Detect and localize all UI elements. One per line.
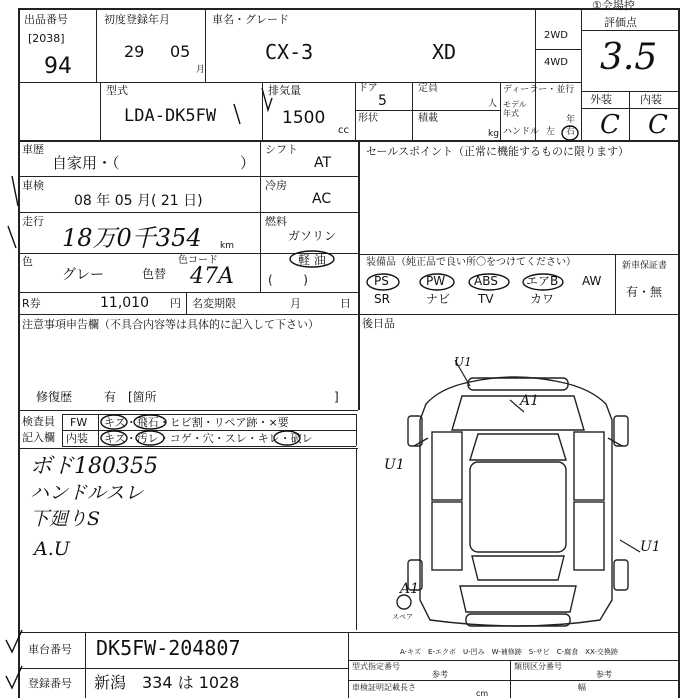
car-name-label: 車名・グレード bbox=[212, 13, 289, 26]
equip-leather: カワ bbox=[530, 292, 555, 306]
ac-label: 冷房 bbox=[265, 179, 287, 192]
door-label: ドア bbox=[358, 83, 378, 94]
spare-label: スペア bbox=[392, 613, 413, 621]
exterior-label: 外装 bbox=[590, 93, 612, 106]
ac-value: AC bbox=[312, 191, 332, 207]
recycle-value: 11,010 bbox=[100, 295, 149, 311]
equip-pw: PW bbox=[426, 274, 446, 288]
damage-mark: U1 bbox=[384, 457, 405, 473]
equip-abs: ABS bbox=[474, 274, 498, 288]
interior-label: 内装 bbox=[640, 93, 662, 106]
lot-code: [2038] bbox=[28, 32, 65, 45]
diagram-legend: A-キズ E-エクボ U-凹み W-補修跡 S-サビ C-腐食 XX-交換跡 bbox=[400, 648, 618, 656]
shift-label: シフト bbox=[265, 143, 298, 156]
fw-items: キズ・飛石・ヒビ割・リペア跡・×要 bbox=[104, 416, 289, 429]
damage-mark: U1 bbox=[640, 539, 661, 555]
warranty-label: 新車保証書 bbox=[622, 261, 668, 271]
model-value: LDA-DK5FW bbox=[124, 106, 217, 126]
score-label: 評価点 bbox=[604, 16, 637, 29]
repair-close: ] bbox=[334, 390, 339, 404]
usage-label: 車歴 bbox=[22, 143, 44, 156]
equip-tv: TV bbox=[478, 292, 494, 306]
int-scratch-circle bbox=[101, 431, 127, 445]
mileage-value: 18万0千354 bbox=[62, 224, 202, 252]
check-mark bbox=[6, 666, 22, 688]
reference-2: 参考 bbox=[596, 670, 612, 679]
check-mark bbox=[12, 176, 18, 206]
car-diagram bbox=[397, 360, 640, 626]
year-unit: 年 bbox=[566, 115, 576, 125]
shape-label: 形状 bbox=[358, 113, 378, 124]
fuel-other: ( ) bbox=[268, 273, 308, 287]
mileage-label: 走行 bbox=[22, 215, 44, 228]
handwritten-line-1: ボド180355 bbox=[30, 454, 158, 479]
cert-label: 車検証明記載 bbox=[352, 683, 400, 692]
airbag-circle bbox=[523, 274, 563, 290]
cm-unit: cm bbox=[476, 689, 489, 698]
cc-unit: cc bbox=[338, 125, 349, 136]
chassis-label: 車台番号 bbox=[28, 643, 72, 656]
handle-label: ハンドル bbox=[503, 127, 540, 137]
warranty-value: 有・無 bbox=[626, 285, 663, 299]
handwritten-line-4: A.U bbox=[34, 538, 70, 560]
model-year-label: モデル年式 bbox=[503, 100, 527, 118]
lot-label: 出品番号 bbox=[24, 13, 68, 26]
interior-items: キズ・汚レ・コゲ・穴・スレ・キレ・破レ bbox=[104, 432, 313, 445]
drive-2wd: 2WD bbox=[544, 30, 568, 41]
sales-label: セールスポイント（正常に機能するものに限ります） bbox=[366, 145, 630, 158]
drive-4wd: 4WD bbox=[544, 57, 568, 68]
length-label: 長さ bbox=[400, 683, 416, 692]
interior-insp-label: 内装 bbox=[66, 432, 88, 445]
repair-value: 有 [箇所 bbox=[104, 390, 157, 404]
handle-right: 右 bbox=[566, 127, 576, 137]
inspection-value: 08 年 05 月( 21 日) bbox=[74, 193, 203, 209]
ps-circle bbox=[367, 274, 399, 290]
fuel-gasoline: ガソリン bbox=[288, 229, 337, 243]
equipment-label: 装備品（純正品で良い所〇をつけてください） bbox=[366, 257, 576, 268]
fuel-diesel: 軽 油 bbox=[298, 253, 326, 267]
kg-unit: kg bbox=[488, 129, 499, 139]
handle-left: 左 bbox=[546, 127, 556, 137]
int-dirt-circle bbox=[136, 431, 164, 445]
damage-mark: U1 bbox=[454, 355, 472, 369]
usage-close: ） bbox=[240, 154, 256, 172]
damage-mark: A1 bbox=[520, 393, 540, 409]
km-unit: km bbox=[220, 241, 234, 251]
diesel-circle bbox=[290, 251, 334, 267]
load-label: 積載 bbox=[418, 113, 438, 124]
reg-expiry-label: 名変期限 bbox=[192, 297, 236, 310]
reg-expiry-day: 日 bbox=[340, 297, 351, 310]
check-mark bbox=[8, 226, 16, 248]
car-name: CX-3 bbox=[265, 40, 314, 64]
shift-value: AT bbox=[314, 155, 332, 171]
recycle-yen: 円 bbox=[170, 297, 181, 310]
month-unit: 月 bbox=[196, 65, 206, 75]
fw-label: FW bbox=[70, 416, 88, 429]
reg-value: 新潟 334 は 1028 bbox=[94, 673, 240, 692]
fw-scratch-circle bbox=[101, 415, 127, 429]
chassis-value: DK5FW-204807 bbox=[96, 636, 241, 660]
handwritten-line-2: ハンドルスレ bbox=[30, 482, 144, 504]
first-reg-month: 05 bbox=[170, 42, 191, 61]
handle-circle bbox=[562, 126, 578, 140]
fw-chip-circle bbox=[134, 415, 166, 429]
pw-circle bbox=[420, 274, 454, 290]
equip-navi: ナビ bbox=[426, 292, 451, 306]
score: 3.5 bbox=[600, 37, 658, 78]
inspector-label-2: 記入欄 bbox=[22, 431, 55, 444]
equip-sr: SR bbox=[374, 292, 390, 306]
door-value: 5 bbox=[378, 93, 387, 109]
notes-label: 注意事項申告欄（不具合内容等は具体的に記入して下さい） bbox=[22, 318, 319, 331]
recycle-label: R券 bbox=[22, 297, 41, 310]
inspection-label: 車検 bbox=[22, 179, 44, 192]
interior-grade: C bbox=[648, 110, 668, 140]
repair-label: 修復歴 bbox=[36, 390, 73, 404]
lot-number: 94 bbox=[44, 54, 72, 79]
check-mark bbox=[262, 88, 272, 110]
fuel-label: 燃料 bbox=[265, 215, 287, 228]
displacement-value: 1500 bbox=[282, 108, 326, 128]
color-label: 色 bbox=[22, 255, 33, 268]
handwritten-line-3: 下廻りS bbox=[30, 508, 101, 530]
equip-ps: PS bbox=[374, 274, 389, 288]
check-mark bbox=[6, 630, 22, 652]
check-mark bbox=[234, 104, 240, 124]
inspector-label-1: 検査員 bbox=[22, 415, 55, 428]
reg-expiry-month: 月 bbox=[290, 297, 301, 310]
capacity-label: 定員 bbox=[418, 83, 438, 94]
reg-label: 登録番号 bbox=[28, 677, 72, 690]
equip-airbag: エアB bbox=[526, 274, 559, 288]
form-designation: 型式指定番号 bbox=[352, 662, 400, 671]
usage-value: 自家用・（ bbox=[52, 154, 120, 172]
exterior-grade: C bbox=[600, 110, 620, 140]
repaint-label: 色替 bbox=[142, 267, 167, 281]
dealer-label: ディーラー・並行 bbox=[503, 85, 575, 95]
width-label: 幅 bbox=[578, 683, 586, 692]
grade: XD bbox=[432, 40, 457, 64]
int-wear-circle bbox=[274, 431, 300, 445]
displacement-label: 排気量 bbox=[268, 84, 301, 97]
damage-mark: A1 bbox=[400, 581, 420, 597]
form-category: 類別区分番号 bbox=[514, 662, 562, 671]
person-unit: 人 bbox=[488, 99, 498, 109]
first-reg-year: 29 bbox=[124, 42, 145, 61]
model-label: 型式 bbox=[106, 84, 128, 97]
first-reg-label: 初度登録年月 bbox=[104, 13, 170, 26]
color-code-label: 色コード bbox=[178, 255, 218, 266]
equip-aw: AW bbox=[582, 274, 602, 288]
accessories-label: 後日品 bbox=[362, 317, 395, 330]
reference-1: 参考 bbox=[432, 670, 448, 679]
color-code-value: 47A bbox=[190, 264, 234, 289]
top-right-note: ①会場控 bbox=[592, 0, 635, 12]
color-value: グレー bbox=[62, 267, 104, 283]
abs-circle bbox=[469, 274, 509, 290]
